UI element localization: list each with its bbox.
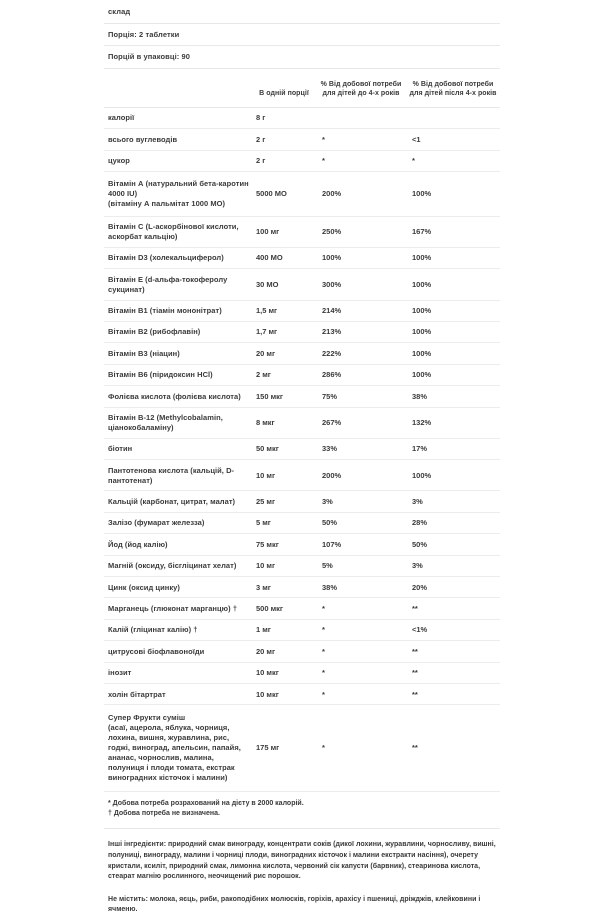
row-dv-over4: ** — [406, 641, 500, 662]
row-dv-under4: * — [316, 598, 406, 619]
row-dv-over4: ** — [406, 598, 500, 619]
row-nutrient-name: Вітамін B-12 (Methylcobalamin, ціанокобаламіну) — [104, 407, 252, 438]
table-row — [104, 150, 500, 171]
row-dv-under4: 213% — [316, 321, 406, 342]
row-dv-over4: 3% — [406, 555, 500, 576]
table-row — [104, 619, 500, 640]
row-amount-per-serving: 8 г — [252, 107, 316, 128]
table-row — [104, 107, 500, 128]
row-amount-per-serving: 20 мг — [252, 343, 316, 364]
row-dv-over4: 17% — [406, 438, 500, 459]
row-nutrient-name: Вітамін B3 (ніацин) — [104, 343, 252, 364]
row-dv-under4: * — [316, 129, 406, 150]
table-row — [104, 684, 500, 705]
row-nutrient-name: Пантотенова кислота (кальцій, D-пантотенат) — [104, 460, 252, 491]
row-amount-per-serving: 10 мкг — [252, 662, 316, 683]
row-nutrient-name: Вітамін B6 (піридоксин HCl) — [104, 364, 252, 385]
row-nutrient-name: Цинк (оксид цинку) — [104, 577, 252, 598]
row-dv-over4: 100% — [406, 300, 500, 321]
row-amount-per-serving: 50 мкг — [252, 438, 316, 459]
row-dv-over4: 100% — [406, 171, 500, 216]
row-dv-over4: 100% — [406, 364, 500, 385]
row-dv-under4: 50% — [316, 512, 406, 533]
row-amount-per-serving: 2 г — [252, 129, 316, 150]
row-dv-under4: * — [316, 662, 406, 683]
row-nutrient-name: біотин — [104, 438, 252, 459]
row-dv-under4: 3% — [316, 491, 406, 512]
row-amount-per-serving: 500 мкг — [252, 598, 316, 619]
row-amount-per-serving: 75 мкг — [252, 534, 316, 555]
row-nutrient-name: всього вуглеводів — [104, 129, 252, 150]
column-header-amount: В одній порції — [252, 69, 316, 107]
row-amount-per-serving: 400 МО — [252, 247, 316, 268]
row-amount-per-serving: 1,5 мг — [252, 300, 316, 321]
footnotes-block — [104, 792, 500, 830]
table-row — [104, 555, 500, 576]
table-row — [104, 171, 500, 216]
row-dv-over4 — [406, 107, 500, 128]
row-amount-per-serving: 30 МО — [252, 269, 316, 300]
row-dv-over4: ** — [406, 662, 500, 683]
table-row — [104, 407, 500, 438]
row-amount-per-serving: 5 мг — [252, 512, 316, 533]
row-amount-per-serving: 175 мг — [252, 705, 316, 791]
row-amount-per-serving: 25 мг — [252, 491, 316, 512]
row-amount-per-serving: 100 мг — [252, 216, 316, 247]
row-dv-over4: <1 — [406, 129, 500, 150]
row-nutrient-name: Магній (оксиду, бісгліцинат хелат) — [104, 555, 252, 576]
row-dv-over4: 100% — [406, 269, 500, 300]
table-row — [104, 598, 500, 619]
row-nutrient-name: інозит — [104, 662, 252, 683]
row-nutrient-name: Йод (йод калію) — [104, 534, 252, 555]
table-row — [104, 641, 500, 662]
row-dv-under4: 222% — [316, 343, 406, 364]
row-dv-over4: 38% — [406, 386, 500, 407]
row-dv-under4: 286% — [316, 364, 406, 385]
row-dv-under4: 5% — [316, 555, 406, 576]
serving-size-row: Порція: 2 таблетки — [104, 24, 500, 47]
row-dv-under4: * — [316, 150, 406, 171]
row-dv-over4: * — [406, 150, 500, 171]
row-nutrient-name: холін бітартрат — [104, 684, 252, 705]
row-dv-over4: ** — [406, 705, 500, 791]
row-nutrient-name: Марганець (глюконат марганцю) † — [104, 598, 252, 619]
row-dv-over4: 100% — [406, 460, 500, 491]
row-amount-per-serving: 1,7 мг — [252, 321, 316, 342]
row-dv-over4: 100% — [406, 343, 500, 364]
column-header-dv-under4: % Від добової потреби для дітей до 4-х років — [316, 69, 406, 107]
row-dv-over4: <1% — [406, 619, 500, 640]
table-row — [104, 438, 500, 459]
table-body — [104, 107, 500, 791]
label-title: склад — [104, 0, 500, 24]
row-amount-per-serving: 8 мкг — [252, 407, 316, 438]
table-row — [104, 705, 500, 791]
table-row — [104, 386, 500, 407]
row-nutrient-name: Вітамін А (натуральний бета-каротин 4000 IU) (вітаміну А пальмітат 1000 МО) — [104, 171, 252, 216]
table-header — [104, 69, 500, 107]
table-row — [104, 343, 500, 364]
row-dv-under4: 200% — [316, 460, 406, 491]
table-row — [104, 364, 500, 385]
table-row — [104, 491, 500, 512]
table-row — [104, 577, 500, 598]
footnote-asterisk: * Добова потреба розрахований на дієту в 2000 калорій. — [108, 799, 304, 807]
row-dv-over4: 100% — [406, 321, 500, 342]
row-amount-per-serving: 1 мг — [252, 619, 316, 640]
row-dv-under4: 75% — [316, 386, 406, 407]
row-dv-under4 — [316, 107, 406, 128]
row-nutrient-name: Вітамін C (L-аскорбінової кислоти, аскорбат кальцію) — [104, 216, 252, 247]
row-amount-per-serving: 10 мг — [252, 460, 316, 491]
row-nutrient-name: калорії — [104, 107, 252, 128]
row-dv-over4: 132% — [406, 407, 500, 438]
row-nutrient-name: Фолієва кислота (фолієва кислота) — [104, 386, 252, 407]
row-dv-under4: 214% — [316, 300, 406, 321]
row-dv-over4: 100% — [406, 247, 500, 268]
allergen-statement-paragraph: Не містить: молока, яєць, риби, ракоподібних молюсків, горіхів, арахісу і пшениці, дріжджів, клейковини і ячменю. — [108, 895, 481, 914]
column-header-dv-over4: % Від добової потреби для дітей після 4-х років — [406, 69, 500, 107]
servings-per-container-row: Порцій в упаковці: 90 — [104, 46, 500, 69]
supplement-facts-panel — [104, 0, 500, 916]
table-row — [104, 534, 500, 555]
row-dv-under4: 33% — [316, 438, 406, 459]
row-dv-over4: 20% — [406, 577, 500, 598]
row-dv-under4: 250% — [316, 216, 406, 247]
row-dv-under4: 300% — [316, 269, 406, 300]
table-row — [104, 321, 500, 342]
column-header-name — [104, 69, 252, 107]
row-dv-over4: 50% — [406, 534, 500, 555]
row-dv-under4: * — [316, 705, 406, 791]
row-dv-under4: 267% — [316, 407, 406, 438]
row-dv-under4: 100% — [316, 247, 406, 268]
row-dv-under4: * — [316, 641, 406, 662]
row-dv-over4: 28% — [406, 512, 500, 533]
other-ingredients-paragraph: Інші інгредієнти: природний смак винограду, концентрати соків (дикої лохини, журавлини, чорносливу, вишні, полуниці, винограду, малини і чорниці плоди, виноградних кісточок і малини екстракти насіння), очерету кристали, ксиліт, природний смак, лимонна кислота, червоний сік капусти (барвник), стеаринова кислота, стеарат магнію рослинного, неочищений рис порошок. — [108, 841, 496, 881]
row-dv-under4: * — [316, 619, 406, 640]
row-amount-per-serving: 10 мг — [252, 555, 316, 576]
supplement-facts-table — [104, 69, 500, 792]
row-nutrient-name: Вітамін B2 (рибофлавін) — [104, 321, 252, 342]
table-row — [104, 247, 500, 268]
footnote-dagger: † Добова потреба не визначена. — [108, 810, 220, 818]
row-nutrient-name: цукор — [104, 150, 252, 171]
row-dv-over4: 167% — [406, 216, 500, 247]
row-dv-under4: 200% — [316, 171, 406, 216]
table-row — [104, 269, 500, 300]
table-row — [104, 300, 500, 321]
row-nutrient-name: Вітамін B1 (тіамін мононітрат) — [104, 300, 252, 321]
row-nutrient-name: Залізо (фумарат железза) — [104, 512, 252, 533]
row-amount-per-serving: 2 г — [252, 150, 316, 171]
table-row — [104, 512, 500, 533]
row-amount-per-serving: 10 мкг — [252, 684, 316, 705]
row-dv-under4: 38% — [316, 577, 406, 598]
table-row — [104, 460, 500, 491]
row-amount-per-serving: 20 мг — [252, 641, 316, 662]
row-nutrient-name: Вітамін D3 (холекальциферол) — [104, 247, 252, 268]
row-amount-per-serving: 2 мг — [252, 364, 316, 385]
row-nutrient-name: Кальцій (карбонат, цитрат, малат) — [104, 491, 252, 512]
row-nutrient-name: цитрусові біофлавоноїди — [104, 641, 252, 662]
row-dv-over4: 3% — [406, 491, 500, 512]
table-row — [104, 662, 500, 683]
row-nutrient-name: Супер Фрукти суміш (асаї, ацерола, яблука, чорниця, лохина, вишня, журавлина, рис, годжі, виноград, апельсин, папайя, ананас, чорнослив, малина, полуниця і плоди томата, екстрак виноградних кісточок і малини) — [104, 705, 252, 791]
row-amount-per-serving: 150 мкг — [252, 386, 316, 407]
table-row — [104, 129, 500, 150]
row-dv-over4: ** — [406, 684, 500, 705]
table-header-row — [104, 69, 500, 107]
row-amount-per-serving: 3 мг — [252, 577, 316, 598]
row-amount-per-serving: 5000 МО — [252, 171, 316, 216]
row-nutrient-name: Вітамін E (d-альфа-токоферолу сукцинат) — [104, 269, 252, 300]
row-dv-under4: 107% — [316, 534, 406, 555]
row-dv-under4: * — [316, 684, 406, 705]
row-nutrient-name: Калій (гліцинат калію) † — [104, 619, 252, 640]
table-row — [104, 216, 500, 247]
